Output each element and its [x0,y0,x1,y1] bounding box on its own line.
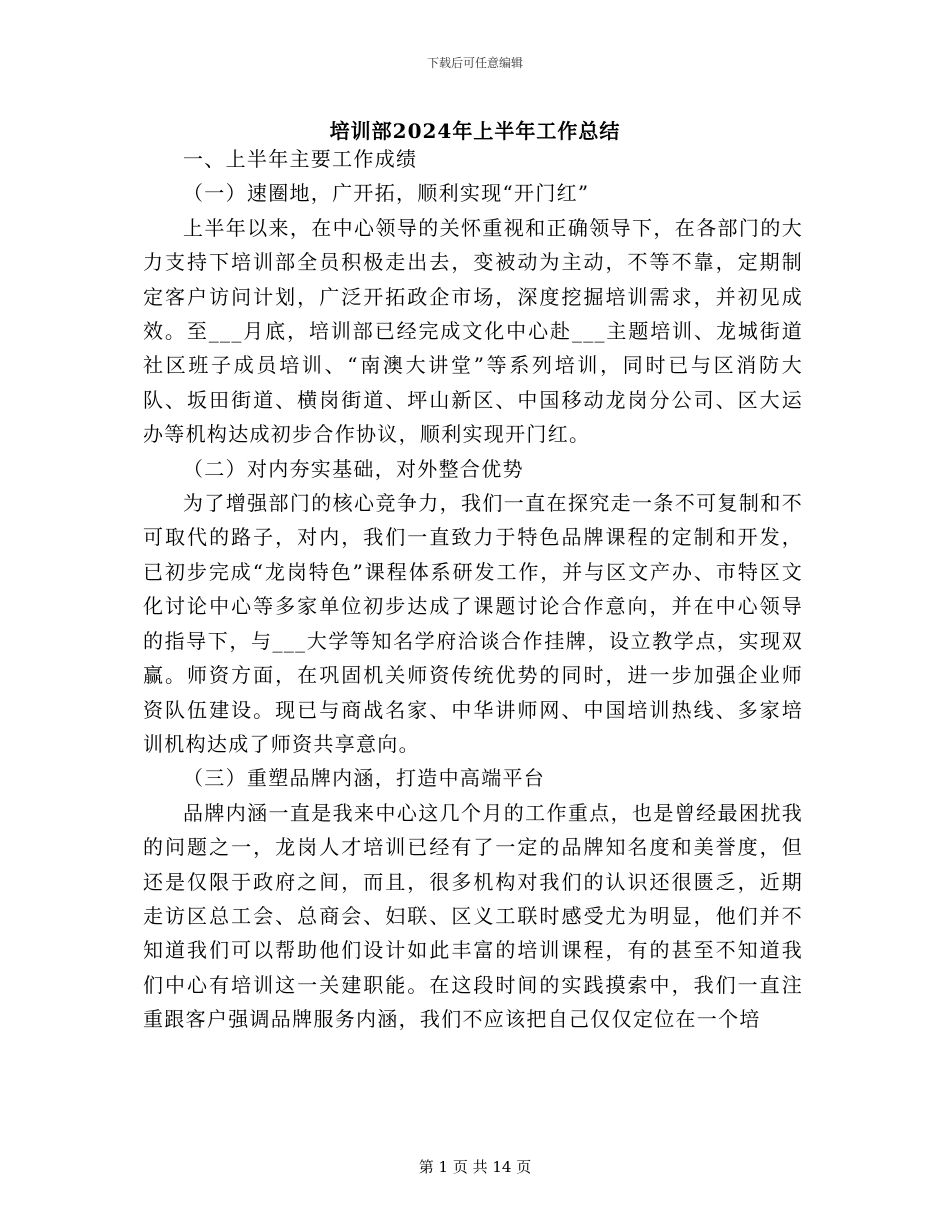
paragraph: 品牌内涵一直是我来中心这几个月的工作重点，也是曾经最困扰我的问题之一，龙岗人才培训已经有了一定的品牌知名度和美誉度，但还是仅限于政府之间，而且，很多机构对我们的认识还很匮乏，近期走访区总工会、总商会、妇联、区义工联时感受尤为明显，他们并不知道我们可以帮助他们设计如此丰富的培训课程，有的甚至不知道我们中心有培训这一关建职能。在这段时间的实践摸索中，我们一直注重跟客户强调品牌服务内涵，我们不应该把自己仅仅定位在一个培 [143,800,803,1032]
subsection-heading: （一）速圈地，广开拓，顺利实现“开门红” [183,181,590,206]
subsection-heading: （二）对内夯实基础，对外整合优势 [183,456,524,481]
document-title: 培训部2024年上半年工作总结 [329,119,621,143]
subsection-heading: （三）重塑品牌内涵，打造中高端平台 [183,766,546,791]
page-header-note: 下载后可任意编辑 [426,56,523,70]
section-heading: 一、上半年主要工作成绩 [183,147,418,171]
document-body [143,142,803,1037]
paragraph: 为了增强部门的核心竞争力，我们一直在探究走一条不可复制和不可取代的路子，对内，我们一直致力于特色品牌课程的定制和开发，已初步完成“龙岗特色”课程体系研发工作，并与区文产办、市特区文化讨论中心等多家单位初步达成了课题讨论合作意向，并在中心领导的指导下，与___大学等知名学府洽谈合作挂牌，设立教学点，实现双赢。师资方面，在巩固机关师资传统优势的同时，进一步加强企业师资队伍建设。现已与商战名家、中华讲师网、中国培训热线、多家培训机构达成了师资共享意向。 [143,491,803,756]
page-number-footer: 第 1 页 共 14 页 [418,1158,532,1176]
paragraph: 上半年以来，在中心领导的关怀重视和正确领导下，在各部门的大力支持下培训部全员积极走出去，变被动为主动，不等不靠，定期制定客户访问计划，广泛开拓政企市场，深度挖掘培训需求，并初见成效。至___月底，培训部已经完成文化中心赴___主题培训、龙城街道社区班子成员培训、“南澳大讲堂”等系列培训，同时已与区消防大队、坂田街道、横岗街道、坪山新区、中国移动龙岗分公司、区大运办等机构达成初步合作协议，顺利实现开门红。 [143,215,803,447]
